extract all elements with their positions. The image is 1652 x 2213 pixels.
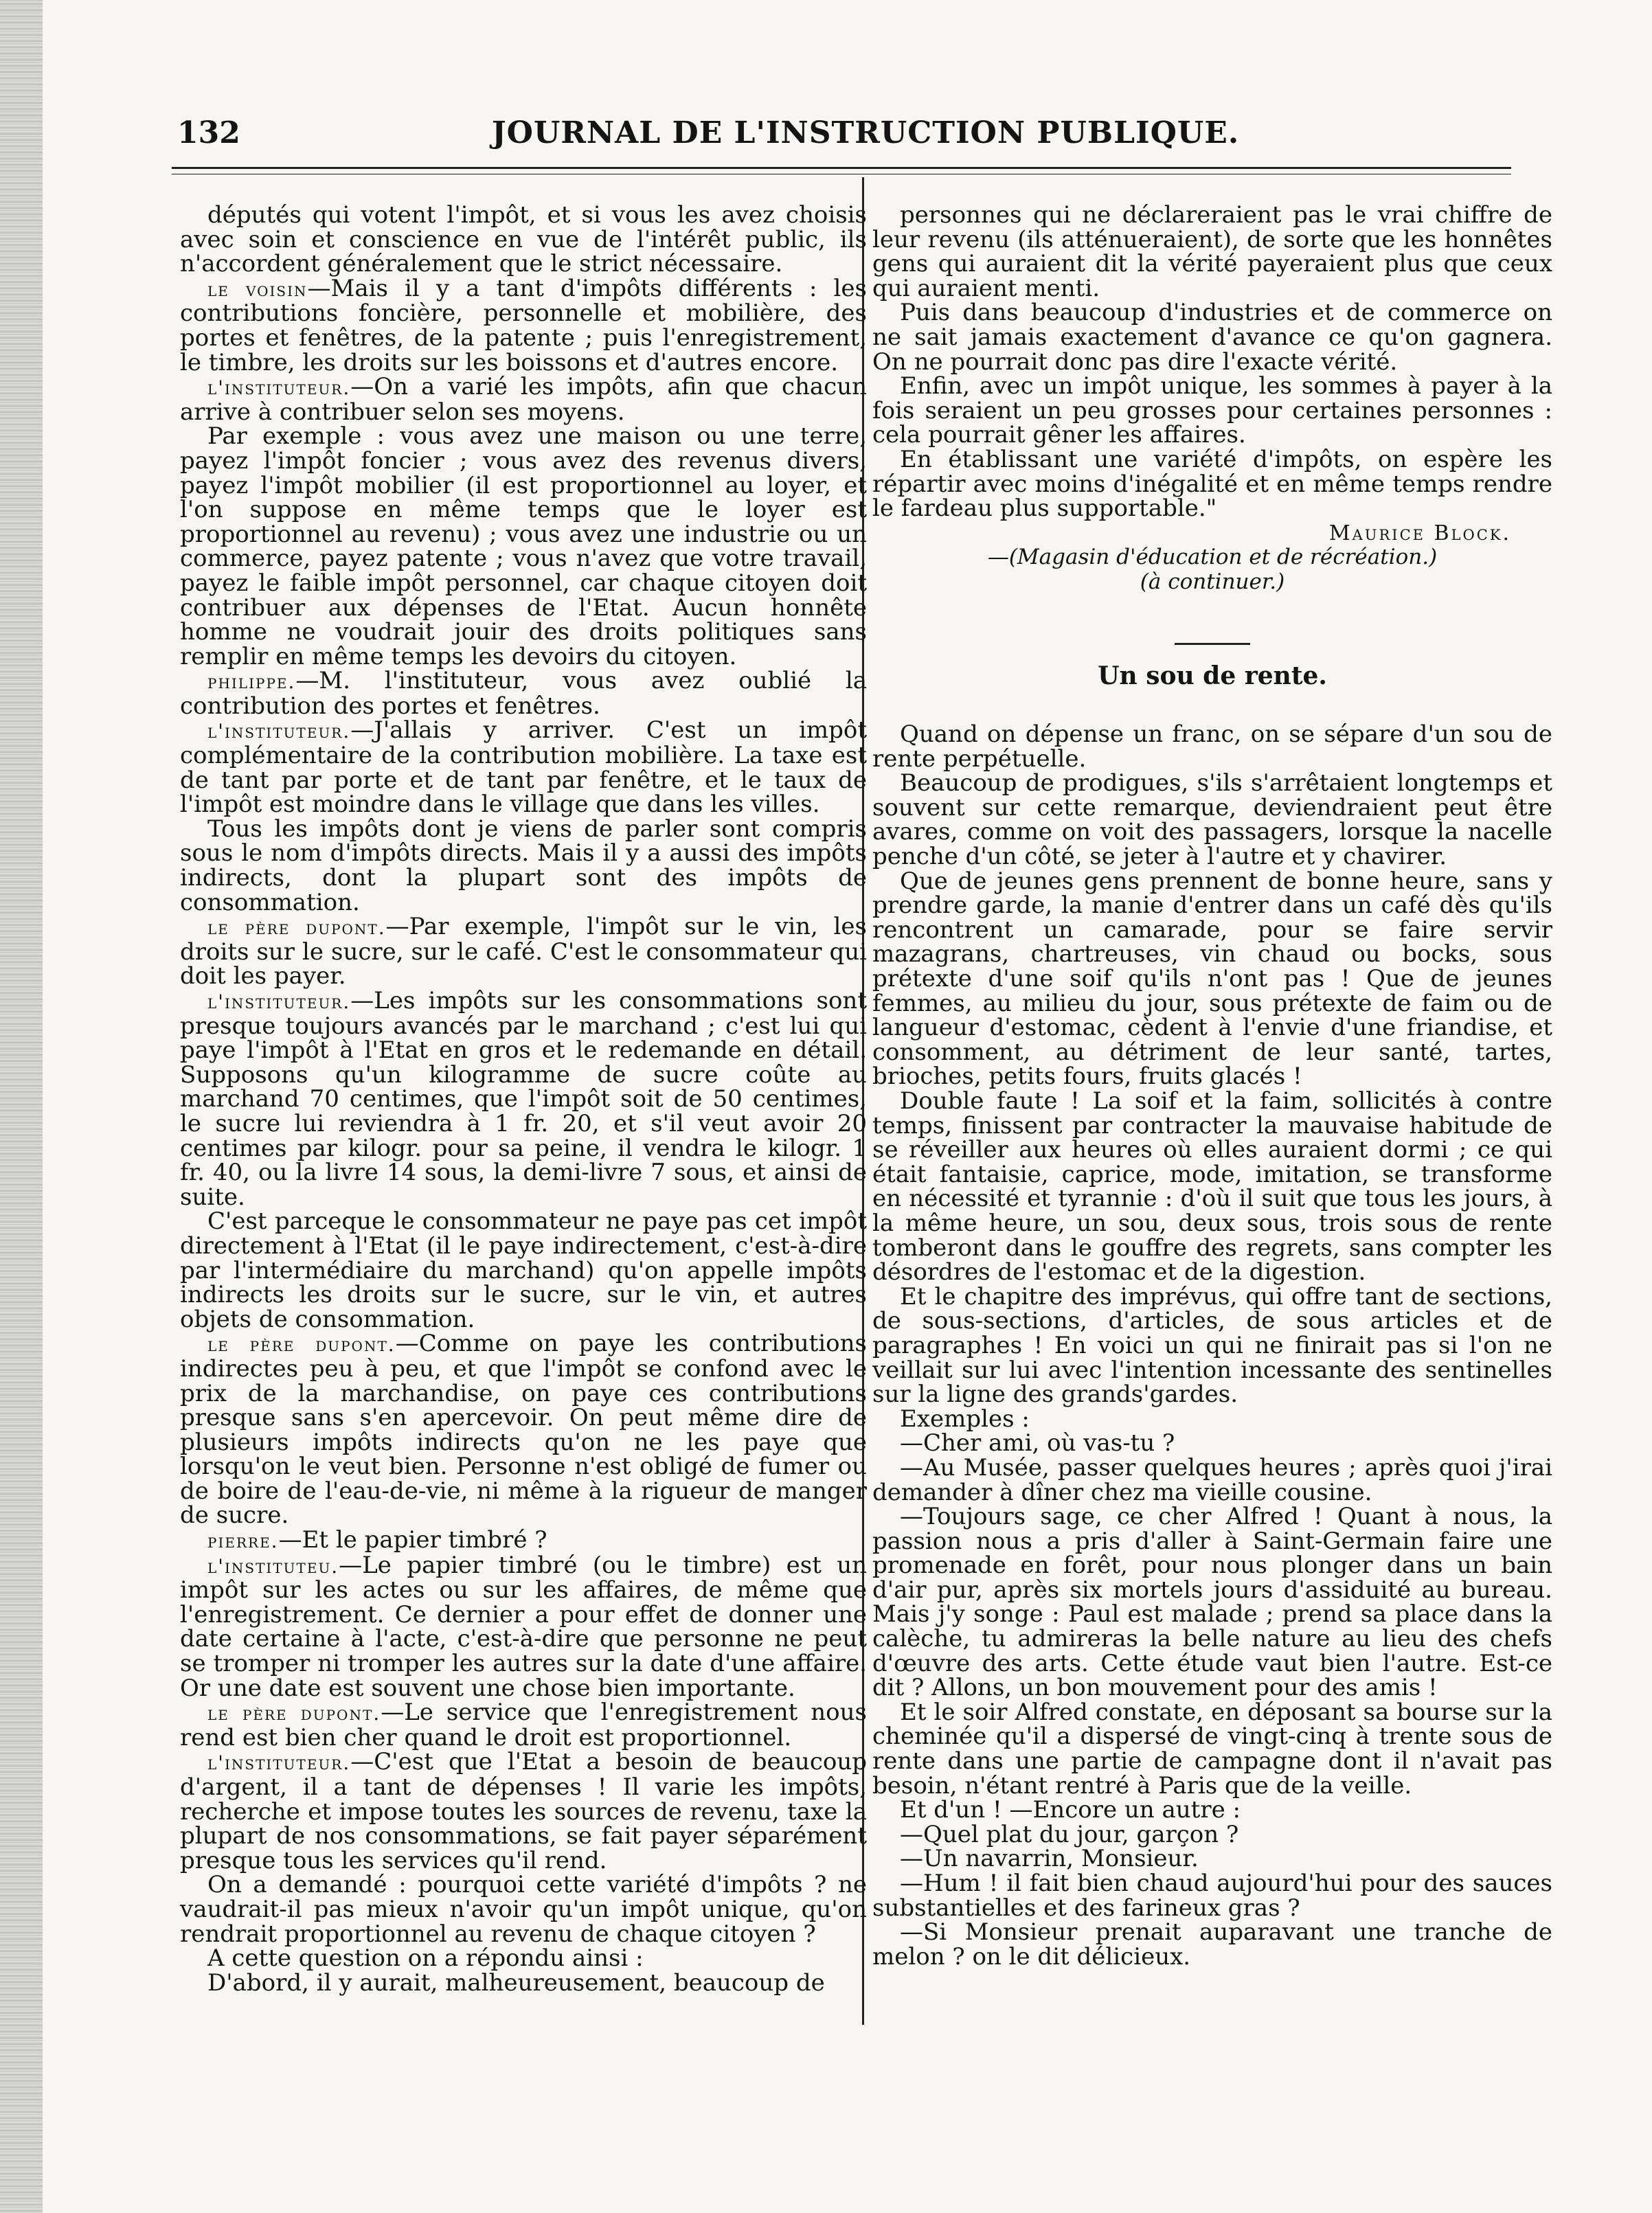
article-paragraph: —Un navarrin, Monsieur. <box>900 1845 1199 1873</box>
article-paragraph: Et le soir Alfred constate, en déposant sa bourse sur la cheminée qu'il a dispersé de vingt-cinq à trente sous de rente dans une partie de campagne dont il n'avait pas besoin, n'étant rentré à Paris que de la veille. <box>872 1698 1552 1800</box>
paragraph-text: —Et le papier timbré ? <box>278 1526 547 1554</box>
speaker-label: l'instituteur. <box>207 990 351 1013</box>
article-paragraph: Et le chapitre des imprévus, qui offre tant de sections, de sous-sections, d'articles, de sous articles et de paragraphes ! En voici un qui ne finirait pas si l'on ne veillait sur lui avec l'intention incessante des sentinelles sur la ligne des grands'gardes. <box>872 1282 1552 1409</box>
paragraph-text: D'abord, il y aurait, malheureusement, beaucoup de <box>207 1968 825 1997</box>
paragraph-text: —C'est que l'Etat a besoin de beaucoup d'argent, il a tant de dépenses ! Il varie les impôts, recherche et impose toutes les sources de revenu, taxe la plupart de nos consommations, se fait payer séparément presque tous les services qu'il rend. <box>180 1748 867 1874</box>
paragraph <box>180 915 867 989</box>
continued-note: (à continuer.) <box>1140 569 1285 594</box>
paragraph <box>872 301 1552 374</box>
paragraph-text: En établissant une variété d'impôts, on espère les répartir avec moins d'inégalité et en même temps rendre le fardeau plus supportable." <box>872 445 1552 523</box>
paragraph <box>180 424 867 669</box>
paragraph-text: —Le service que l'enregistrement nous rend est bien cher quand le droit est proportionnel. <box>180 1699 867 1751</box>
speaker-label: l'instituteur. <box>207 376 351 400</box>
paragraph <box>180 1750 867 1873</box>
paragraph <box>180 1873 867 1947</box>
author-signature: Maurice Block. <box>1328 521 1511 545</box>
paragraph-text: députés qui votent l'impôt, et si vous les avez choisis avec soin et conscience en vue de l'intérêt public, ils n'accordent généralement que le strict nécessaire. <box>180 201 867 278</box>
paragraph-text: Enfin, avec un impôt unique, les sommes à payer à la fois seraient un peu grosses pour certaines personnes : cela pourrait gêner les affaires. <box>872 372 1552 449</box>
article-paragraph: —Si Monsieur prenait auparavant une tranche de melon ? on le dit délicieux. <box>872 1918 1552 1971</box>
speaker-label: le père dupont. <box>207 916 386 940</box>
paragraph <box>180 817 867 915</box>
paragraph-text: C'est parceque le consommateur ne paye pas cet impôt directement à l'Etat (il le paye indirectement, c'est-à-dire par l'intermédiaire du marchand) qu'on appelle impôts indirects les droits sur le sucre, sur le vin, et autres objets de consommation. <box>180 1207 867 1333</box>
paragraph-text: —Les impôts sur les consommations sont presque toujours avancés par le marchand ; c'est lui qui paye l'impôt à l'Etat en gros et le redemande en détail. Supposons qu'un kilogramme de sucre coûte au marchand 70 centimes, que l'impôt soit de 50 centimes, le sucre lui reviendra à 1 fr. 20, et s'il veut avoir 20 centimes par kilogr. pour sa peine, il vendra le kilogr. 1 fr. 40, ou la livre 14 sous, la demi-livre 7 sous, et ainsi de suite. <box>180 987 867 1211</box>
paragraph <box>180 1701 867 1750</box>
paragraph-text: A cette question on a répondu ainsi : <box>207 1944 644 1973</box>
article-paragraph: Double faute ! La soif et la faim, sollicités à contre temps, finissent par contracter la mauvaise habitude de se réveiller aux heures où elles auraient dormi ; ce qui était fantaisie, caprice, mode, imitation, se transforme en nécessité et tyrannie : d'où il suit que tous les jours, à la même heure, un sou, deux sous, trois sous de rente tomberont dans le gouffre des regrets, sans compter les désordres de l'estomac et de la digestion. <box>872 1087 1552 1286</box>
paragraph <box>180 375 867 424</box>
paragraph-text: —J'allais y arriver. C'est un impôt complémentaire de la contribution mobilière. La taxe est de tant par porte et de tant par fenêtre, et le taux de l'impôt est moindre dans le village que dans les villes. <box>180 716 867 819</box>
article-paragraph: Quand on dépense un franc, on se sépare d'un sou de rente perpétuelle. <box>872 720 1552 773</box>
paragraph-text: Puis dans beaucoup d'industries et de commerce on ne sait jamais exactement d'avance ce qu'on gagnera. On ne pourrait donc pas dire l'exacte vérité. <box>872 299 1552 376</box>
page-header <box>172 109 1511 157</box>
paragraph-text: —M. l'instituteur, vous avez oublié la contribution des portes et fenêtres. <box>180 667 867 720</box>
paragraph <box>180 989 867 1210</box>
speaker-label: le père dupont. <box>207 1333 396 1357</box>
paragraph <box>180 1528 867 1554</box>
paragraph <box>180 1207 867 1333</box>
speaker-label: philippe. <box>207 670 296 694</box>
paragraph-text: personnes qui ne déclareraient pas le vrai chiffre de leur revenu (ils atténueraient), de sorte que les honnêtes gens qui auraient dit la vérité payeraient plus que ceux qui auraient menti. <box>872 201 1552 302</box>
journal-title: JOURNAL DE L'INSTRUCTION PUBLIQUE. <box>491 115 1240 150</box>
left-column <box>180 203 867 1995</box>
paragraph <box>872 374 1552 448</box>
article-body <box>872 720 1552 1971</box>
right-column-continuation <box>872 203 1552 521</box>
article-paragraph: —Cher ami, où vas-tu ? <box>900 1429 1175 1457</box>
speaker-label: l'instituteu. <box>207 1554 339 1578</box>
paragraph-text: —Mais il y a tant d'impôts différents : les contributions foncière, personnelle et mobilière, des portes et fenêtres, de la patente ; puis l'enregistrement, le timbre, les droits sur les boissons et d'autres encore. <box>180 274 867 376</box>
article-paragraph: Que de jeunes gens prennent de bonne heure, sans y prendre garde, la manie d'entrer dans un café dès qu'ils rencontrent un camarade, pour se faire servir mazagrans, chartreuses, vin chaud ou bocks, sous prétexte d'une soif qu'ils n'ont pas ! Que de jeunes femmes, au milieu du jour, sous prétexte de faim ou de langueur d'estomac, cèdent à l'envie d'une friandise, et consomment, au détriment de leur santé, tartes, brioches, petits fours, fruits glacés ! <box>872 867 1552 1091</box>
paragraph-text: On a demandé : pourquoi cette variété d'impôts ? ne vaudrait-il pas mieux n'avoir qu'un impôt unique, qu'on rendrait proportionnel au revenu de chaque citoyen ? <box>180 1871 867 1948</box>
paragraph-text: —Comme on paye les contributions indirectes peu à peu, et que l'impôt se confond avec le prix de la marchandise, on paye ces contributions presque sans s'en apercevoir. On peut même dire de plusieurs impôts indirects qu'on ne les paye que lorsqu'on le veut bien. Personne n'est obligé de fumer ou de boire de l'eau-de-vie, ni même à la rigueur de manger de sucre. <box>180 1330 867 1530</box>
source-citation: —(Magasin d'éducation et de récréation.) <box>987 545 1438 570</box>
paragraph <box>180 1551 867 1702</box>
paragraph <box>180 1968 867 1997</box>
paragraph-text: —Par exemple, l'impôt sur le vin, les droits sur le sucre, sur le café. C'est le consommateur qui doit les payer. <box>180 913 868 990</box>
binding-edge <box>0 0 43 2213</box>
speaker-label: le père dupont. <box>207 1702 381 1725</box>
page-number: 132 <box>177 115 240 150</box>
speaker-label: l'instituteur. <box>207 1751 351 1775</box>
paragraph <box>180 203 867 277</box>
paragraph <box>872 203 1552 301</box>
article-paragraph: Et d'un ! —Encore un autre : <box>900 1796 1241 1824</box>
section-rule <box>1175 643 1250 645</box>
article-paragraph: —Toujours sage, ce cher Alfred ! Quant à nous, la passion nous a pris d'aller à Saint-Germain faire une promenade en forêt, pour nous plonger dans un bain d'air pur, après six mortels jours d'assiduité au bureau. Mais j'y songe : Paul est malade ; prend sa place dans la calèche, tu admireras la belle nature au lieu des chefs d'œuvre des arts. Cette étude vaut bien l'autre. Est-ce dit ? Allons, un bon mouvement pour des amis ! <box>872 1503 1552 1702</box>
paragraph <box>180 718 867 817</box>
paragraph-text: —Le papier timbré (ou le timbre) est un impôt sur les actes ou sur les affaires, de même que l'enregistrement. Ce dernier a pour effet de donner une date certaine à l'acte, c'est-à-dire que personne ne peut se tromper ni tromper les autres sur la date d'une affaire. Or une date est souvent une chose bien importante. <box>180 1551 867 1702</box>
article-paragraph: —Hum ! il fait bien chaud aujourd'hui pour des sauces substantielles et des farineux gras ? <box>872 1870 1552 1922</box>
paragraph-text: Par exemple : vous avez une maison ou une terre, payez l'impôt foncier ; vous avez des revenus divers, payez l'impôt mobilier (il est proportionnel au loyer, et l'on suppose en même temps que le loyer est proportionnel au revenu) ; vous avez une industrie ou un commerce, payez patente ; vous n'avez que votre travail, payez le faible impôt personnel, car chaque citoyen doit contribuer aux dépenses de l'Etat. Aucun honnête homme ne voudrait jouir des droits politiques sans remplir en même temps les devoirs du citoyen. <box>180 422 867 670</box>
speaker-label: pierre. <box>207 1530 279 1553</box>
header-rule <box>172 167 1511 169</box>
paragraph-text: Tous les impôts dont je viens de parler sont compris sous le nom d'impôts directs. Mais il y a aussi des impôts indirects, dont la plupart sont des impôts de consommation. <box>180 815 867 916</box>
speaker-label: l'instituteur. <box>207 720 351 743</box>
article-paragraph: —Au Musée, passer quelques heures ; après quoi j'irai demander à dîner chez ma vieille cousine. <box>872 1453 1552 1506</box>
speaker-label: le voisin <box>207 277 308 301</box>
paragraph-text: —On a varié les impôts, afin que chacun arrive à contribuer selon ses moyens. <box>180 373 867 426</box>
paragraph <box>180 274 867 376</box>
paragraph <box>872 445 1552 523</box>
paragraph <box>180 669 867 718</box>
paragraph <box>180 1332 867 1528</box>
article-title: Un sou de rente. <box>1098 661 1327 690</box>
paragraph <box>180 1944 867 1973</box>
article-paragraph: Beaucoup de prodigues, s'ils s'arrêtaient longtemps et souvent sur cette remarque, deviendraient peut être avares, comme on voit des passagers, lorsque la nacelle penche d'un côté, se jeter à l'autre et y chavirer. <box>872 769 1552 871</box>
right-column <box>872 203 1552 1969</box>
article-paragraph: Exemples : <box>900 1405 1030 1433</box>
article-paragraph: —Quel plat du jour, garçon ? <box>900 1820 1239 1848</box>
